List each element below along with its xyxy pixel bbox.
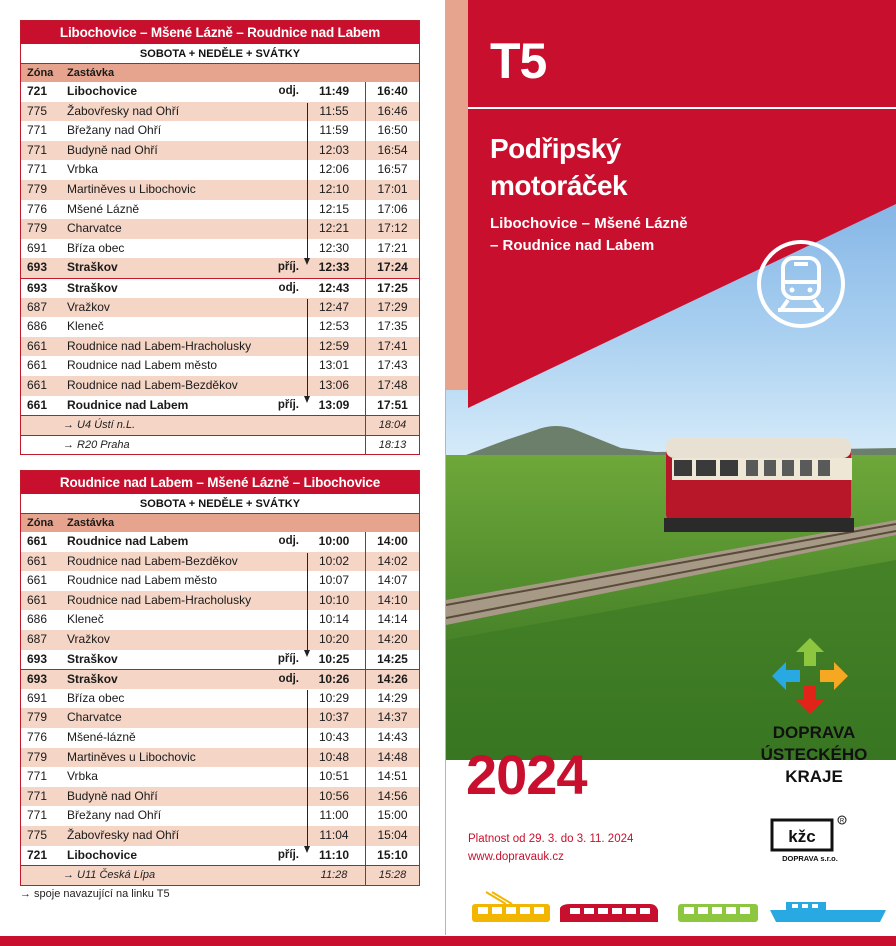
note-cell: [269, 436, 303, 455]
validity-dates: Platnost od 29. 3. do 3. 11. 2024: [468, 833, 634, 845]
brand-name: [752, 722, 876, 788]
time-cell: 10:10: [303, 591, 366, 611]
note-cell: [269, 728, 303, 748]
stop-cell: Žabovřesky nad Ohří: [67, 103, 180, 118]
table-row: [21, 356, 419, 376]
trolleybus-icon: [472, 892, 550, 922]
timetable-body: [21, 82, 419, 454]
stop-cell: Roudnice nad Labem-Bezděkov: [67, 553, 238, 568]
time-cell: 14:20: [377, 631, 408, 646]
time-cell: 15:04: [377, 827, 408, 842]
stop-header: Zastávka: [67, 517, 115, 529]
zone-cell: 693: [27, 651, 48, 666]
note-cell: [269, 787, 303, 807]
stop-cell: Straškov: [67, 260, 118, 275]
zone-cell: 687: [27, 631, 48, 646]
table-row: [21, 258, 419, 278]
time-cell: 10:26: [303, 670, 366, 689]
note-cell: příj.: [277, 652, 299, 665]
time-cell: 14:00: [377, 534, 408, 548]
note-cell: [269, 317, 303, 337]
zone-cell: 771: [27, 142, 48, 157]
stop-cell: Charvatce: [67, 221, 122, 236]
train-icon: [757, 240, 845, 328]
table-row: [21, 239, 419, 259]
table-row: [21, 767, 419, 787]
stop-cell: Charvatce: [67, 710, 122, 725]
time-cell: 10:43: [303, 728, 366, 748]
time-cell: 11:55: [303, 102, 366, 122]
stop-cell: Roudnice nad Labem město: [67, 573, 218, 588]
stop-cell: Roudnice nad Labem-Bezděkov: [67, 377, 238, 392]
connection-label: → R20 Praha: [63, 438, 130, 451]
zone-cell: 776: [27, 201, 48, 216]
direction-arrow: [307, 299, 308, 401]
time-cell: 15:10: [377, 847, 408, 862]
table-row: [21, 219, 419, 239]
railcar: [664, 438, 854, 532]
stop-cell: Straškov: [67, 672, 118, 687]
zone-cell: [21, 416, 61, 435]
time-cell: 10:25: [303, 650, 366, 670]
table-row: [21, 121, 419, 141]
time-cell: 10:00: [303, 532, 366, 552]
table-row: [21, 200, 419, 220]
stop-cell: Roudnice nad Labem město: [67, 358, 218, 373]
stop-cell: Mšené Lázně: [67, 201, 140, 216]
time-cell: 17:41: [377, 338, 408, 353]
table-row: [21, 317, 419, 337]
time-cell: 17:48: [377, 377, 408, 392]
year: 2024: [466, 743, 587, 806]
table-row: [21, 708, 419, 728]
zone-cell: 771: [27, 788, 48, 803]
stop-cell: Vražkov: [67, 299, 110, 314]
table-row: [21, 630, 419, 650]
timetable-title: Roudnice nad Labem – Mšené Lázně – Libochovice: [21, 471, 419, 494]
stop-header: Zastávka: [67, 67, 115, 79]
brand-line-1: DOPRAVA: [772, 723, 856, 742]
time-cell: 10:02: [303, 552, 366, 572]
table-row: [21, 826, 419, 846]
timetable-title: Libochovice – Mšené Lázně – Roudnice nad Labem: [21, 21, 419, 44]
table-row: [21, 689, 419, 709]
stop-cell: Budyně nad Ohří: [67, 142, 158, 157]
table-row: [21, 278, 419, 298]
timetable-roudnice-libochovice: [20, 470, 420, 886]
zone-cell: 661: [27, 573, 48, 588]
time-cell: 14:25: [377, 651, 408, 666]
time-cell: 16:54: [377, 142, 408, 157]
brand-line-2: ÚSTECKÉHO: [760, 745, 868, 764]
stop-cell: Martiněves u Libochovic: [67, 749, 196, 764]
stop-cell: Vrbka: [67, 769, 98, 784]
note-cell: [269, 200, 303, 220]
zone-cell: 686: [27, 612, 48, 627]
table-row: [21, 396, 419, 416]
stop-cell: Břežany nad Ohří: [67, 808, 162, 823]
time-cell: 16:46: [377, 103, 408, 118]
zone-cell: 661: [27, 592, 48, 607]
time-cell: 10:51: [303, 767, 366, 787]
time-cell: 15:28: [378, 869, 407, 882]
connection-label: → U11 Česká Lípa: [63, 869, 156, 882]
note-cell: příj.: [277, 398, 299, 411]
time-cell: 11:00: [303, 806, 366, 826]
time-cell: 10:20: [303, 630, 366, 650]
timetable-header: [21, 514, 419, 532]
time-cell: 11:59: [303, 121, 366, 141]
stop-cell: Straškov: [67, 280, 118, 295]
zone-header: Zóna: [27, 517, 54, 529]
time-cell: 18:04: [378, 419, 407, 432]
time-cell: 11:04: [303, 826, 366, 846]
note-cell: [269, 689, 303, 709]
note-cell: [269, 180, 303, 200]
time-cell: 17:25: [377, 280, 408, 295]
zone-cell: 661: [27, 553, 48, 568]
time-cell: 16:50: [377, 123, 408, 138]
time-cell: 13:09: [303, 396, 366, 416]
time-cell: 14:56: [377, 788, 408, 803]
note-cell: [269, 416, 303, 435]
table-row: [21, 141, 419, 161]
zone-cell: 661: [27, 397, 48, 412]
zone-cell: 771: [27, 769, 48, 784]
stop-cell: Mšené-lázně: [67, 729, 136, 744]
note-cell: [269, 826, 303, 846]
time-cell: 12:33: [303, 258, 366, 278]
direction-arrow: [307, 553, 308, 655]
time-cell: 12:47: [303, 298, 366, 318]
route-description: [490, 213, 688, 257]
kzc-caption: DOPRAVA s.r.o.: [782, 854, 838, 863]
note-cell: [269, 610, 303, 630]
time-cell: 17:06: [377, 201, 408, 216]
bottom-bar: [0, 936, 896, 946]
table-row: [21, 160, 419, 180]
connection-label: → U4 Ústí n.L.: [63, 419, 136, 432]
timetable-days: SOBOTA + NEDĚLE + SVÁTKY: [21, 494, 419, 514]
time-cell: 12:10: [303, 180, 366, 200]
zone-cell: 693: [27, 672, 48, 687]
table-row: [21, 337, 419, 357]
time-cell: 15:00: [377, 808, 408, 823]
zone-cell: [21, 436, 61, 455]
time-cell: 11:10: [303, 846, 366, 866]
svg-text:R: R: [839, 818, 845, 825]
zone-cell: 771: [27, 123, 48, 138]
zone-cell: 691: [27, 240, 48, 255]
table-row: [21, 806, 419, 826]
note-cell: [269, 141, 303, 161]
bus-icon: [678, 904, 758, 922]
doprava-logo-icon: [770, 636, 850, 716]
table-row: [21, 846, 419, 866]
note-cell: [269, 102, 303, 122]
note-cell: [269, 298, 303, 318]
zone-cell: 775: [27, 103, 48, 118]
time-cell: 10:48: [303, 748, 366, 768]
time-cell: 18:13: [378, 438, 407, 451]
time-cell: 10:29: [303, 689, 366, 709]
note-cell: [269, 219, 303, 239]
time-cell: [303, 416, 366, 435]
stop-cell: Martiněves u Libochovic: [67, 181, 196, 196]
stop-cell: Libochovice: [67, 84, 138, 98]
time-cell: 11:49: [303, 82, 366, 102]
time-cell: 10:14: [303, 610, 366, 630]
zone-header: Zóna: [27, 67, 54, 79]
time-cell: 17:12: [377, 221, 408, 236]
connection-row: [21, 415, 419, 435]
time-cell: 17:51: [377, 397, 408, 412]
brand-line-3: KRAJE: [785, 767, 843, 786]
stop-cell: Roudnice nad Labem-Hracholusky: [67, 338, 252, 353]
note-cell: [269, 376, 303, 396]
time-cell: 14:14: [377, 612, 408, 627]
title-rule: [468, 107, 896, 109]
timetable-body: [21, 532, 419, 885]
note-cell: [269, 748, 303, 768]
time-cell: 17:43: [377, 358, 408, 373]
time-cell: 14:43: [377, 729, 408, 744]
time-cell: 17:24: [377, 260, 408, 275]
banner-accent: [446, 0, 468, 390]
time-cell: 11:28: [303, 866, 366, 885]
connection-row: [21, 865, 419, 885]
time-cell: 12:15: [303, 200, 366, 220]
zone-cell: 779: [27, 749, 48, 764]
time-cell: 12:43: [303, 279, 366, 298]
zone-cell: 779: [27, 221, 48, 236]
note-cell: [269, 571, 303, 591]
zone-cell: 661: [27, 358, 48, 373]
stop-cell: Libochovice: [67, 847, 138, 862]
table-row: [21, 571, 419, 591]
note-cell: odj.: [278, 85, 299, 97]
time-cell: 12:21: [303, 219, 366, 239]
table-row: [21, 102, 419, 122]
time-cell: 13:06: [303, 376, 366, 396]
line-number: T5: [490, 33, 547, 89]
time-cell: 14:07: [377, 573, 408, 588]
zone-cell: 721: [27, 847, 48, 862]
table-row: [21, 298, 419, 318]
time-cell: 17:01: [377, 181, 408, 196]
note-cell: [269, 866, 303, 885]
note-cell: odj.: [278, 281, 299, 294]
zone-cell: 771: [27, 162, 48, 177]
stop-cell: Bříza obec: [67, 240, 125, 255]
time-cell: 13:01: [303, 356, 366, 376]
note-cell: [269, 337, 303, 357]
note-cell: [269, 239, 303, 259]
time-cell: 14:29: [377, 690, 408, 705]
ferry-icon: [770, 902, 886, 922]
zone-cell: 686: [27, 319, 48, 334]
note-cell: příj.: [277, 261, 299, 274]
note-cell: [269, 160, 303, 180]
vehicle-icons: [466, 888, 896, 928]
time-cell: 16:57: [377, 162, 408, 177]
stop-cell: Vražkov: [67, 631, 110, 646]
time-cell: 14:26: [377, 672, 408, 687]
stop-cell: Straškov: [67, 651, 118, 666]
stop-cell: Břežany nad Ohří: [67, 123, 162, 138]
line-name: Podřipský motoráček: [490, 133, 628, 201]
zone-cell: 693: [27, 280, 48, 295]
time-cell: 12:30: [303, 239, 366, 259]
validity-info: [468, 830, 633, 866]
time-cell: 12:59: [303, 337, 366, 357]
kzc-logo-icon: [770, 814, 850, 864]
note-cell: [269, 708, 303, 728]
note-cell: [269, 356, 303, 376]
stop-cell: Vrbka: [67, 162, 98, 177]
time-cell: 16:40: [377, 84, 408, 98]
timetable-days: SOBOTA + NEDĚLE + SVÁTKY: [21, 44, 419, 64]
stop-cell: Budyně nad Ohří: [67, 788, 158, 803]
time-cell: [303, 436, 366, 455]
zone-cell: 661: [27, 377, 48, 392]
time-cell: 14:51: [377, 769, 408, 784]
train-icon: [560, 904, 658, 922]
zone-cell: 661: [27, 534, 48, 548]
table-row: [21, 552, 419, 572]
time-cell: 10:37: [303, 708, 366, 728]
stop-cell: Roudnice nad Labem-Hracholusky: [67, 592, 252, 607]
zone-cell: 693: [27, 260, 48, 275]
time-cell: 17:21: [377, 240, 408, 255]
note-cell: [269, 767, 303, 787]
zone-cell: 691: [27, 690, 48, 705]
time-cell: 14:37: [377, 710, 408, 725]
stop-cell: Kleneč: [67, 319, 104, 334]
table-row: [21, 748, 419, 768]
note-cell: [269, 591, 303, 611]
table-row: [21, 728, 419, 748]
stop-cell: Bříza obec: [67, 690, 125, 705]
time-cell: 12:03: [303, 141, 366, 161]
direction-arrow: [307, 103, 308, 264]
note-cell: [269, 552, 303, 572]
note-cell: příj.: [277, 848, 299, 861]
note-cell: odj.: [278, 535, 299, 547]
table-row: [21, 650, 419, 670]
time-cell: 12:06: [303, 160, 366, 180]
direction-arrow: [307, 690, 308, 851]
table-row: [21, 591, 419, 611]
stop-cell: Roudnice nad Labem: [67, 397, 189, 412]
time-cell: 10:07: [303, 571, 366, 591]
note-cell: [269, 806, 303, 826]
zone-cell: 779: [27, 181, 48, 196]
zone-cell: [21, 866, 61, 885]
time-cell: 14:48: [377, 749, 408, 764]
route-line-2: – Roudnice nad Labem: [490, 237, 655, 254]
stop-cell: Žabovřesky nad Ohří: [67, 827, 180, 842]
table-row: [21, 82, 419, 102]
table-row: [21, 376, 419, 396]
time-cell: 17:35: [377, 319, 408, 334]
table-row: [21, 532, 419, 552]
time-cell: 14:10: [377, 592, 408, 607]
table-row: [21, 180, 419, 200]
svg-text:kžc: kžc: [788, 827, 816, 846]
time-cell: 17:29: [377, 299, 408, 314]
website-link[interactable]: www.dopravauk.cz: [468, 851, 564, 863]
table-row: [21, 669, 419, 689]
zone-cell: 661: [27, 338, 48, 353]
note-cell: odj.: [278, 673, 299, 686]
zone-cell: 776: [27, 729, 48, 744]
note-cell: [269, 630, 303, 650]
stop-cell: Roudnice nad Labem: [67, 534, 189, 548]
zone-cell: 721: [27, 84, 48, 98]
route-line-1: Libochovice – Mšené Lázně: [490, 215, 688, 232]
note-cell: [269, 121, 303, 141]
connection-row: [21, 435, 419, 455]
stop-cell: Kleneč: [67, 612, 104, 627]
timetable-header: [21, 64, 419, 82]
zone-cell: 779: [27, 710, 48, 725]
footnote: → spoje navazující na linku T5: [20, 888, 170, 900]
time-cell: 10:56: [303, 787, 366, 807]
table-row: [21, 787, 419, 807]
timetable-libochovice-roudnice: [20, 20, 420, 455]
time-cell: 12:53: [303, 317, 366, 337]
time-cell: 14:02: [377, 553, 408, 568]
zone-cell: 775: [27, 827, 48, 842]
table-row: [21, 610, 419, 630]
zone-cell: 687: [27, 299, 48, 314]
zone-cell: 771: [27, 808, 48, 823]
